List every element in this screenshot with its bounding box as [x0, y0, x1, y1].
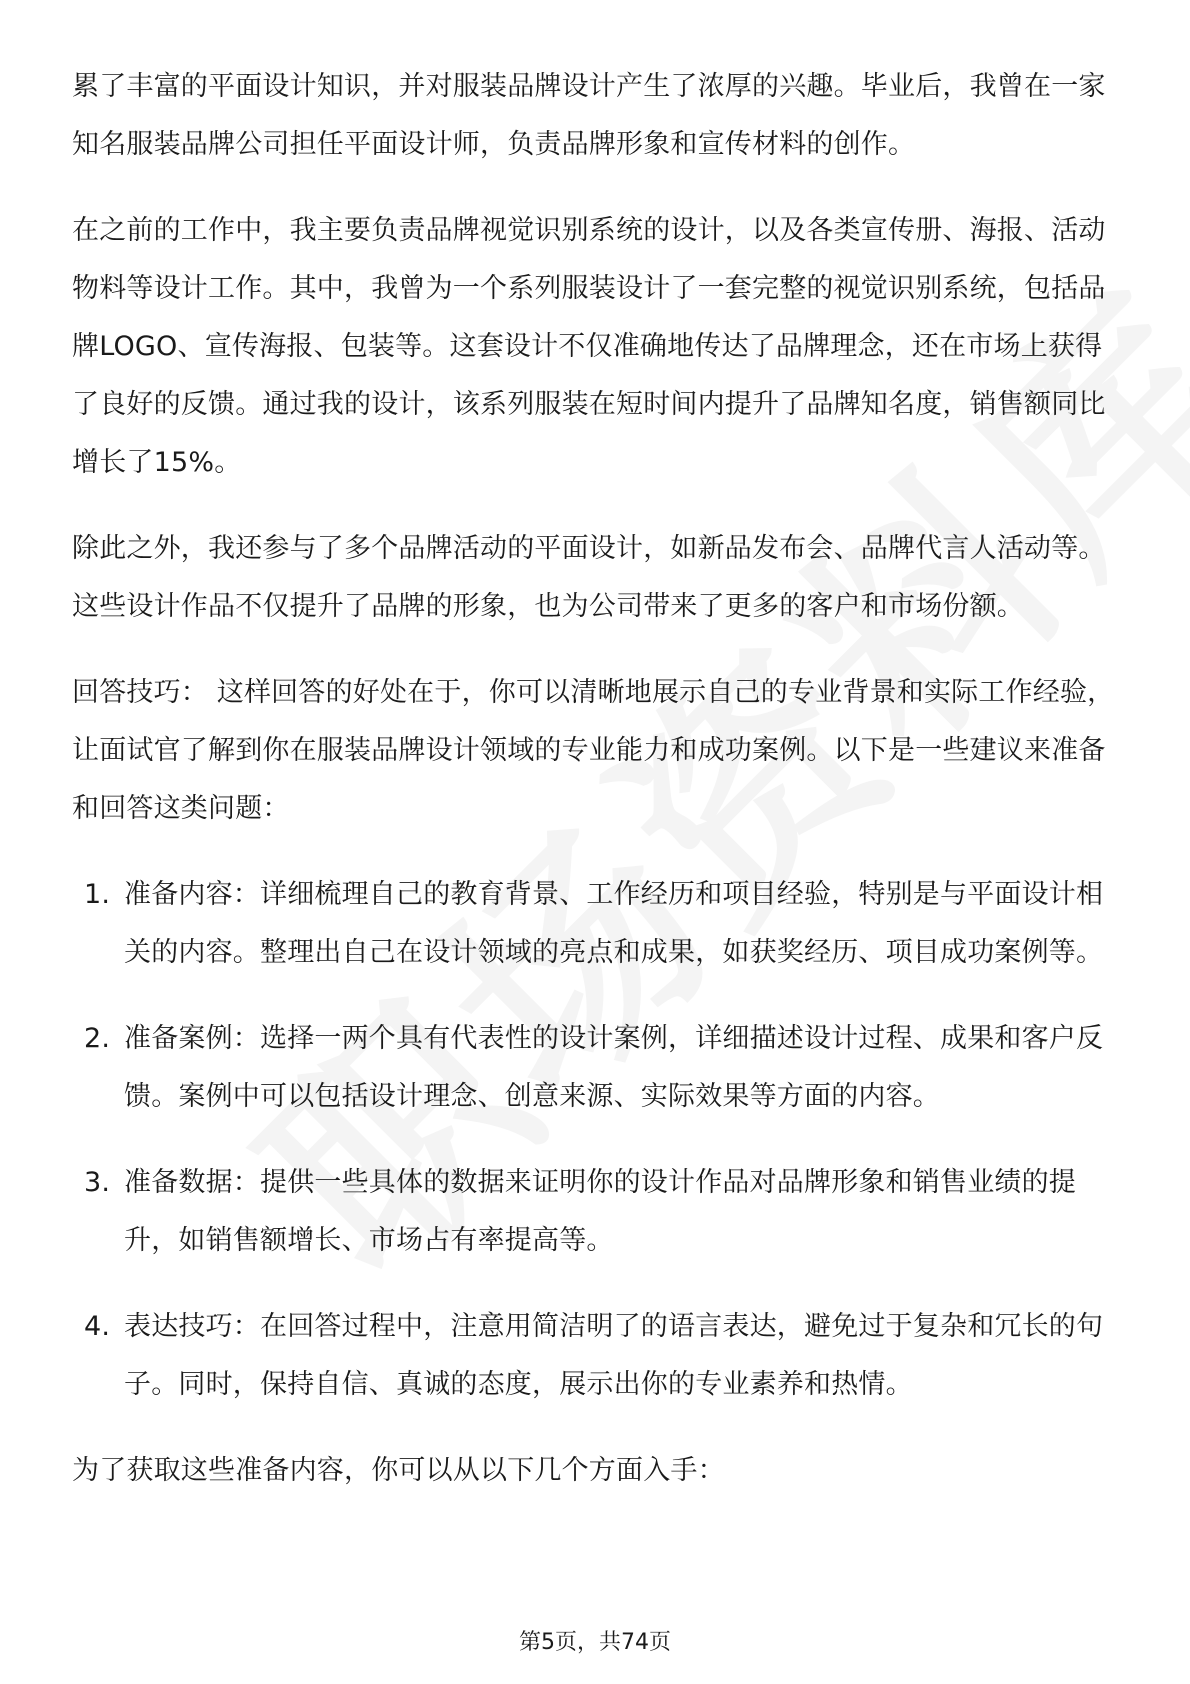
page-content: [72, 58, 1122, 1528]
paragraph-answer-tips: 回答技巧： 这样回答的好处在于，你可以清晰地展示自己的专业背景和实际工作经验，让面试官了解到你在服装品牌设计领域的专业能力和成功案例。以下是一些建议来准备和回答这类问题：: [72, 677, 1115, 824]
paragraph-previous-work: 在之前的工作中，我主要负责品牌视觉识别系统的设计，以及各类宣传册、海报、活动物料等设计工作。其中，我曾为一个系列服装设计了一套完整的视觉识别系统，包括品牌LOGO、宣传海报、包装等。这套设计不仅准确地传达了品牌理念，还在市场上获得了良好的反馈。通过我的设计，该系列服装在短时间内提升了品牌知名度，销售额同比增长了15%。: [72, 215, 1106, 478]
list-item: [72, 866, 1122, 982]
list-number: 1.: [84, 879, 111, 910]
list-number: 4.: [84, 1311, 111, 1342]
paragraph-closing: 为了获取这些准备内容，你可以从以下几个方面入手：: [72, 1455, 725, 1486]
paragraph-additional-work: 除此之外，我还参与了多个品牌活动的平面设计，如新品发布会、品牌代言人活动等。这些设计作品不仅提升了品牌的形象，也为公司带来了更多的客户和市场份额。: [72, 533, 1106, 622]
list-item-text: 准备数据：提供一些具体的数据来证明你的设计作品对品牌形象和销售业绩的提升，如销售额增长、市场占有率提高等。: [124, 1167, 1076, 1256]
preparation-list: [72, 866, 1122, 1414]
list-item-text: 准备案例：选择一两个具有代表性的设计案例，详细描述设计过程、成果和客户反馈。案例中可以包括设计理念、创意来源、实际效果等方面的内容。: [124, 1023, 1104, 1112]
list-item: [72, 1154, 1122, 1270]
list-number: 3.: [84, 1167, 111, 1198]
list-item-text: 准备内容：详细梳理自己的教育背景、工作经历和项目经验，特别是与平面设计相关的内容。整理出自己在设计领域的亮点和成果，如获奖经历、项目成功案例等。: [124, 879, 1104, 968]
list-item: [72, 1298, 1122, 1414]
paragraph-intro-continued: 累了丰富的平面设计知识，并对服装品牌设计产生了浓厚的兴趣。毕业后，我曾在一家知名服装品牌公司担任平面设计师，负责品牌形象和宣传材料的创作。: [72, 71, 1106, 160]
list-number: 2.: [84, 1023, 111, 1054]
list-item-text: 表达技巧：在回答过程中，注意用简洁明了的语言表达，避免过于复杂和冗长的句子。同时，保持自信、真诚的态度，展示出你的专业素养和热情。: [124, 1311, 1104, 1400]
list-item: [72, 1010, 1122, 1126]
page-footer: 第5页，共74页: [519, 1630, 671, 1655]
